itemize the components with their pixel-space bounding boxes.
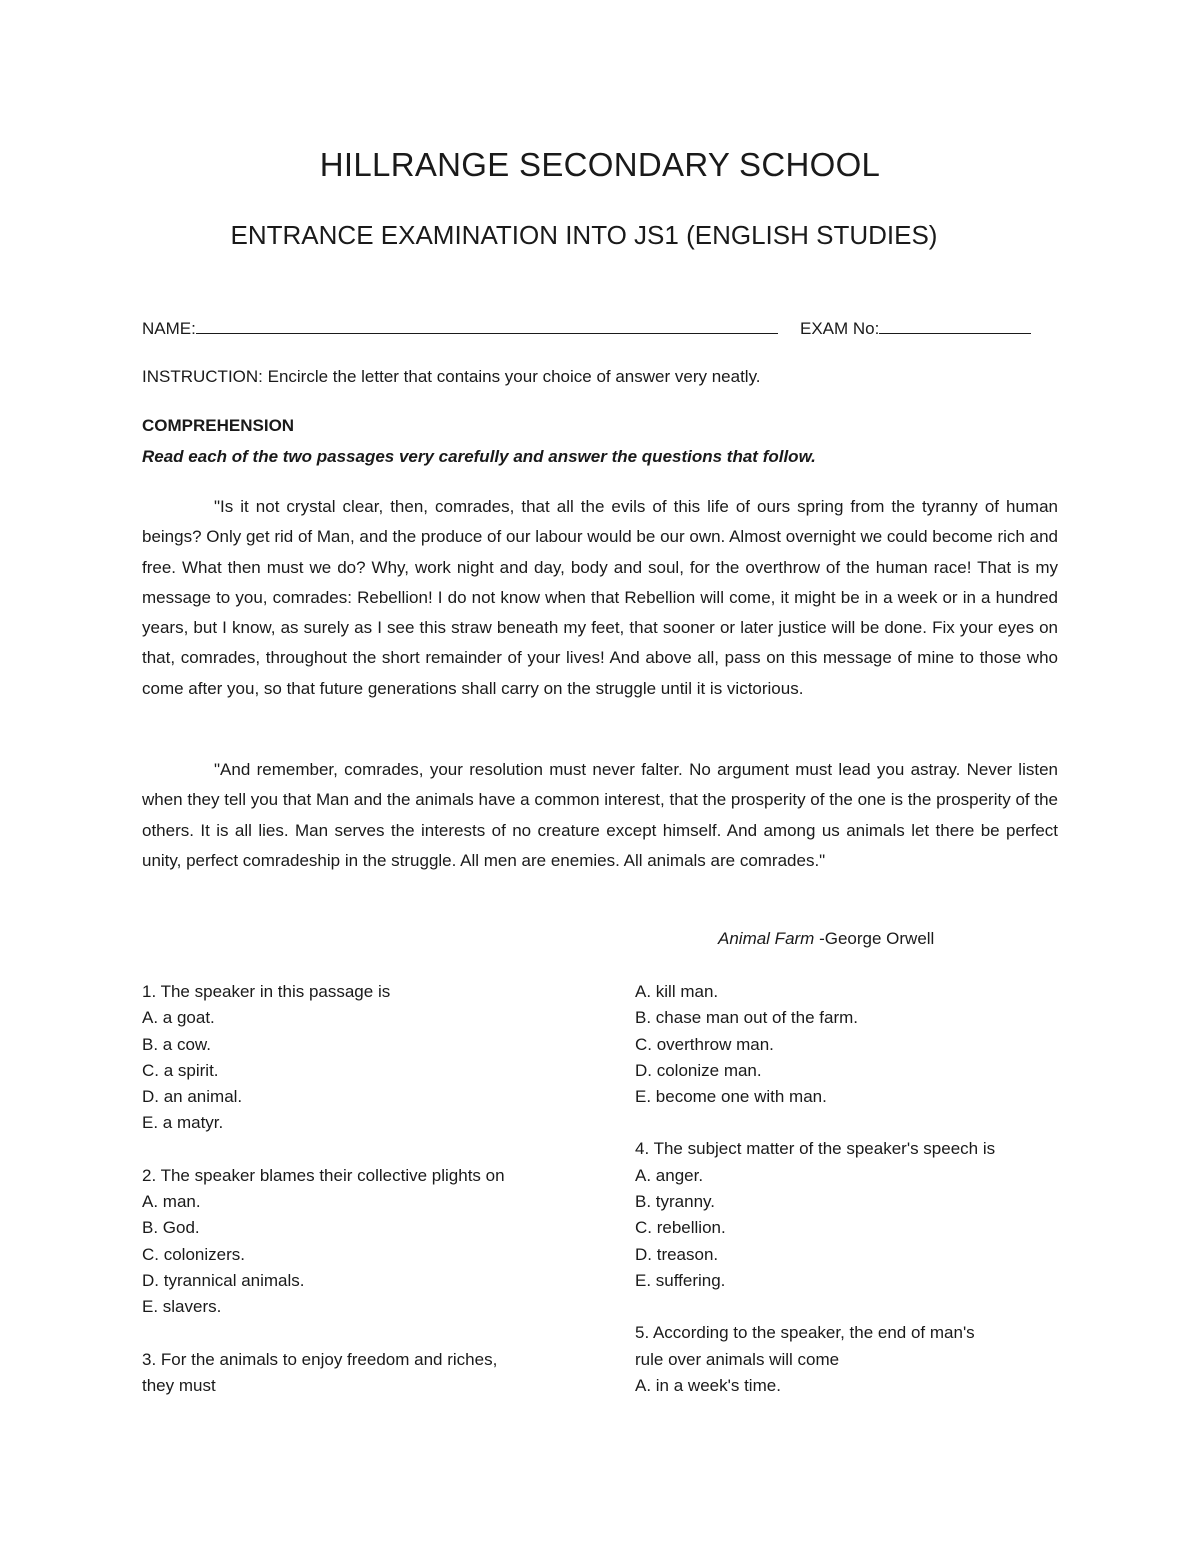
citation-author: -George Orwell — [814, 929, 935, 948]
answer-option[interactable]: B. God. — [142, 1218, 200, 1238]
question-block — [635, 1136, 1075, 1294]
citation-title: Animal Farm — [718, 929, 815, 948]
exam-no-field-row — [800, 316, 1031, 339]
answer-option[interactable]: D. an animal. — [142, 1087, 243, 1107]
answer-option[interactable]: B. chase man out of the farm. — [635, 1008, 859, 1028]
section-heading: COMPREHENSION — [142, 416, 295, 435]
answer-option[interactable]: A. anger. — [635, 1165, 704, 1185]
answer-option[interactable]: A. a goat. — [142, 1008, 215, 1028]
answer-option[interactable]: D. colonize man. — [635, 1060, 762, 1080]
question-stem: 2. The speaker blames their collective plights on — [142, 1165, 505, 1185]
answer-option[interactable]: C. colonizers. — [142, 1244, 245, 1264]
answer-option[interactable]: A. in a week's time. — [635, 1375, 781, 1395]
exam-title: ENTRANCE EXAMINATION INTO JS1 (ENGLISH STUDIES) — [230, 220, 938, 250]
question-stem: 1. The speaker in this passage is — [142, 982, 391, 1001]
question-stem: they must — [142, 1375, 216, 1395]
name-label: NAME: — [142, 319, 196, 338]
name-field-row — [142, 316, 778, 339]
question-block — [142, 1347, 582, 1400]
answer-option[interactable]: E. slavers. — [142, 1297, 222, 1317]
passage-paragraph-1: "Is it not crystal clear, then, comrades, that all the evils of this life of ours spring from the tyranny of human beings? Only get rid of Man, and the produce of our labour would be our own. Almost overnight we could become rich and free. What then must we do? Why, work night and day, body and soul, for the overthrow of the human race! That is my message to you, comrades: Rebellion! I do not know when that Rebellion will come, it might be in a week or in a hundred years, but I know, as surely as I see this straw beneath my feet, that sooner or later justice will be done. Fix your eyes on that, comrades, throughout the short remainder of your lives! And above all, pass on this message of mine to those who come after you, so that future generations shall carry on the struggle until it is victorious. — [142, 497, 1058, 698]
name-blank-line[interactable] — [196, 316, 778, 334]
question-stem: rule over animals will come — [635, 1349, 840, 1369]
answer-option[interactable]: C. rebellion. — [635, 1218, 726, 1238]
answer-option[interactable]: C. overthrow man. — [635, 1034, 774, 1054]
questions-right-column — [635, 979, 1075, 1425]
question-block — [635, 979, 1075, 1110]
question-stem: 4. The subject matter of the speaker's speech is — [635, 1139, 996, 1159]
passage-paragraph-2: "And remember, comrades, your resolution must never falter. No argument must lead you astray. Never listen when they tell you that Man and the animals have a common interest, that the prosperity of the one is the prosperity of the others. It is all lies. Man serves the interests of no creature except himself. And among us animals let there be perfect unity, perfect comradeship in the struggle. All men are enemies. All animals are comrades." — [142, 760, 1058, 870]
exam-no-label: EXAM No: — [800, 319, 880, 338]
passage-citation — [718, 929, 934, 949]
question-block — [142, 979, 582, 1137]
instruction-text: INSTRUCTION: Encircle the letter that contains your choice of answer very neatly. — [142, 367, 761, 386]
answer-option[interactable]: D. tyrannical animals. — [142, 1270, 305, 1290]
section-subheading: Read each of the two passages very carefully and answer the questions that follow. — [142, 447, 816, 466]
question-stem: 5. According to the speaker, the end of man's — [635, 1323, 975, 1343]
answer-option[interactable]: E. suffering. — [635, 1270, 726, 1290]
answer-option[interactable]: B. tyranny. — [635, 1192, 715, 1212]
answer-option[interactable]: B. a cow. — [142, 1034, 211, 1054]
answer-option[interactable]: C. a spirit. — [142, 1060, 219, 1080]
answer-option[interactable]: E. a matyr. — [142, 1113, 224, 1133]
question-stem: 3. For the animals to enjoy freedom and riches, — [142, 1349, 498, 1369]
answer-option[interactable]: E. become one with man. — [635, 1087, 827, 1107]
questions-left-column — [142, 979, 582, 1425]
answer-option[interactable]: A. kill man. — [635, 982, 719, 1001]
school-title: HILLRANGE SECONDARY SCHOOL — [319, 146, 881, 183]
question-block — [635, 1320, 1075, 1399]
exam-no-blank-line[interactable] — [879, 316, 1031, 334]
answer-option[interactable]: D. treason. — [635, 1244, 719, 1264]
question-block — [142, 1163, 582, 1321]
answer-option[interactable]: A. man. — [142, 1192, 201, 1212]
